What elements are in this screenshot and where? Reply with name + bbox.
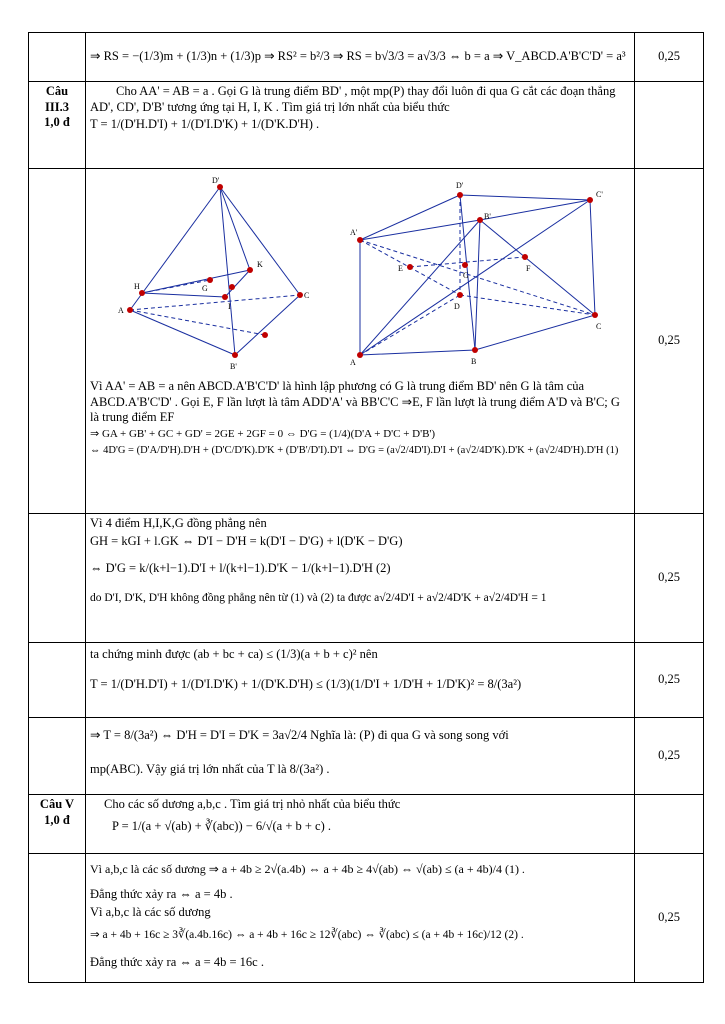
fig1-label: D': [212, 176, 220, 185]
content-cell: [86, 33, 635, 82]
equation-line: ⇔ D'G = k/(k+l−1).D'I + l/(k+l−1).D'K − 1/(k+l−1).D'H (2): [90, 561, 391, 576]
equation-line: ta chứng minh được (ab + bc + ca) ≤ (1/3)(a + b + c)² nên: [90, 647, 378, 661]
score-cell: 0,25: [635, 854, 704, 983]
fig2-label: C: [596, 322, 602, 331]
figure-area: [90, 171, 630, 379]
fig1-label: K: [257, 260, 263, 269]
question-cell: [29, 643, 86, 718]
table-row: [29, 82, 704, 169]
content-cell: [86, 854, 635, 983]
table-row: [29, 795, 704, 854]
equation-line: ⇒ RS = −(1/3)m + (1/3)n + (1/3)p ⇒ RS² = b²/3 ⇒ RS = b√3/3 = a√3/3 ⇔ b = a ⇒ V_ABCD.A'B'C'D' = a³: [90, 49, 626, 64]
equation-line: ⇒ T = 8/(3a²) ⇔ D'H = D'I = D'K = 3a√2/4 Nghĩa là: (P) đi qua G và song song với: [90, 728, 509, 742]
equation-line: Đẳng thức xảy ra ⇔ a = 4b .: [90, 887, 233, 901]
fig1-label: H: [134, 282, 140, 291]
content-cell: [86, 82, 635, 169]
score-cell: [635, 82, 704, 169]
equation-line: do D'I, D'K, D'H không đồng phẳng nên từ (1) và (2) ta được a√2/4D'I + a√2/4D'K + a√2/4D'H = 1: [90, 591, 547, 604]
question-cell: [29, 795, 86, 854]
equation-line: mp(ABC). Vậy giá trị lớn nhất của T là 8/(3a²) .: [90, 761, 330, 776]
fig1-label: G: [202, 284, 208, 293]
score-cell: 0,25: [635, 718, 704, 795]
problem-text: Cho các số dương a,b,c . Tìm giá trị nhỏ nhất của biểu thức: [104, 797, 401, 811]
explanation-text: Vì a,b,c là các số dương: [90, 904, 211, 919]
question-label: Câu: [45, 84, 69, 98]
solution-table: [28, 32, 704, 983]
fig1-label: C: [304, 291, 310, 300]
table-row: [29, 169, 704, 514]
problem-formula: T = 1/(D'H.D'I) + 1/(D'I.D'K) + 1/(D'K.D'H) .: [90, 117, 320, 132]
fig2-label: E: [398, 264, 403, 273]
question-cell: [29, 854, 86, 983]
content-cell: [86, 169, 635, 514]
question-cell: [29, 82, 86, 169]
score-cell: 0,25: [635, 169, 704, 514]
question-cell: [29, 514, 86, 643]
fig1-label: B': [230, 362, 237, 371]
equation-line: ⇒ GA + GB' + GC + GD' = 2GE + 2GF = 0 ⇔ D'G = (1/4)(D'A + D'C + D'B'): [90, 427, 436, 440]
fig2-label: D': [456, 181, 464, 190]
fig2-label: B': [484, 212, 491, 221]
equation-line: GH = kGI + l.GK ⇔ D'I − D'H = k(D'I − D'G) + l(D'K − D'G): [90, 533, 403, 548]
fig2-label: A: [350, 358, 356, 367]
score-cell: 0,25: [635, 514, 704, 643]
fig2-label: F: [526, 264, 531, 273]
problem-formula: P = 1/(a + √(ab) + ∛(abc)) − 6/√(a + b + c) .: [112, 818, 332, 833]
content-cell: [86, 643, 635, 718]
score-cell: 0,25: [635, 33, 704, 82]
equation-line: Đẳng thức xảy ra ⇔ a = 4b = 16c .: [90, 954, 264, 969]
equation-line: ⇔ 4D'G = (D'A/D'H).D'H + (D'C/D'K).D'K + (D'B'/D'I).D'I ⇔ D'G = (a√2/4D'I).D'I + (a√2/4D'K).D'K + (a√2/4D'H).D'H (1): [90, 444, 619, 456]
question-label: Câu V: [39, 797, 75, 811]
explanation-text: Vì AA' = AB = a nên ABCD.A'B'C'D' là hình lập phương có G là trung điểm BD' nên G là tâm của ABCD.A'B'C'D' . Gọi E, F lần lượt là tâm ADD'A' và BB'C'C ⇒E, F lần lượt là trung điểm A'D và B'C; G là trung điểm EF: [90, 379, 620, 425]
equation-line: ⇒ a + 4b + 16c ≥ 3∛(a.4b.16c) ⇔ a + 4b + 16c ≥ 12∛(abc) ⇔ ∛(abc) ≤ (a + 4b + 16c)/12 (2) .: [90, 929, 524, 942]
table-row: [29, 643, 704, 718]
fig2-label: B: [471, 357, 477, 366]
question-cell: [29, 33, 86, 82]
question-points: 1,0 đ: [44, 115, 70, 130]
table-row: [29, 854, 704, 983]
content-cell: [86, 795, 635, 854]
explanation-text: Vì 4 điểm H,I,K,G đồng phẳng nên: [90, 516, 267, 530]
fig1-label: I: [228, 302, 231, 311]
fig2-label: D: [454, 302, 460, 311]
equation-line: T = 1/(D'H.D'I) + 1/(D'I.D'K) + 1/(D'K.D'H) ≤ (1/3)(1/D'I + 1/D'H + 1/D'K)² = 8/(3a²): [90, 676, 522, 691]
score-cell: 0,25: [635, 643, 704, 718]
table-row: [29, 33, 704, 82]
question-cell: [29, 718, 86, 795]
problem-text: Cho AA' = AB = a . Gọi G là trung điểm BD' , một mp(P) thay đổi luôn đi qua G cắt các đoạn thẳng AD', CD', D'B' tương ứng tại H, I, K . Tìm giá trị lớn nhất của biểu thức: [90, 84, 616, 114]
pyramid-figure: [110, 175, 310, 375]
cube-figure: [350, 175, 610, 375]
fig2-label: A': [350, 228, 358, 237]
content-cell: [86, 718, 635, 795]
question-cell: [29, 169, 86, 514]
question-number: III.3: [45, 99, 69, 114]
table-row: [29, 514, 704, 643]
score-cell: [635, 795, 704, 854]
table-row: [29, 718, 704, 795]
equation-line: Vì a,b,c là các số dương ⇒ a + 4b ≥ 2√(a.4b) ⇔ a + 4b ≥ 4√(ab) ⇔ √(ab) ≤ (a + 4b)/4 (1) .: [90, 862, 525, 876]
fig2-label: G: [463, 271, 469, 280]
fig2-label: C': [596, 190, 603, 199]
question-points: 1,0 đ: [44, 812, 70, 827]
fig1-label: A: [118, 306, 124, 315]
content-cell: [86, 514, 635, 643]
